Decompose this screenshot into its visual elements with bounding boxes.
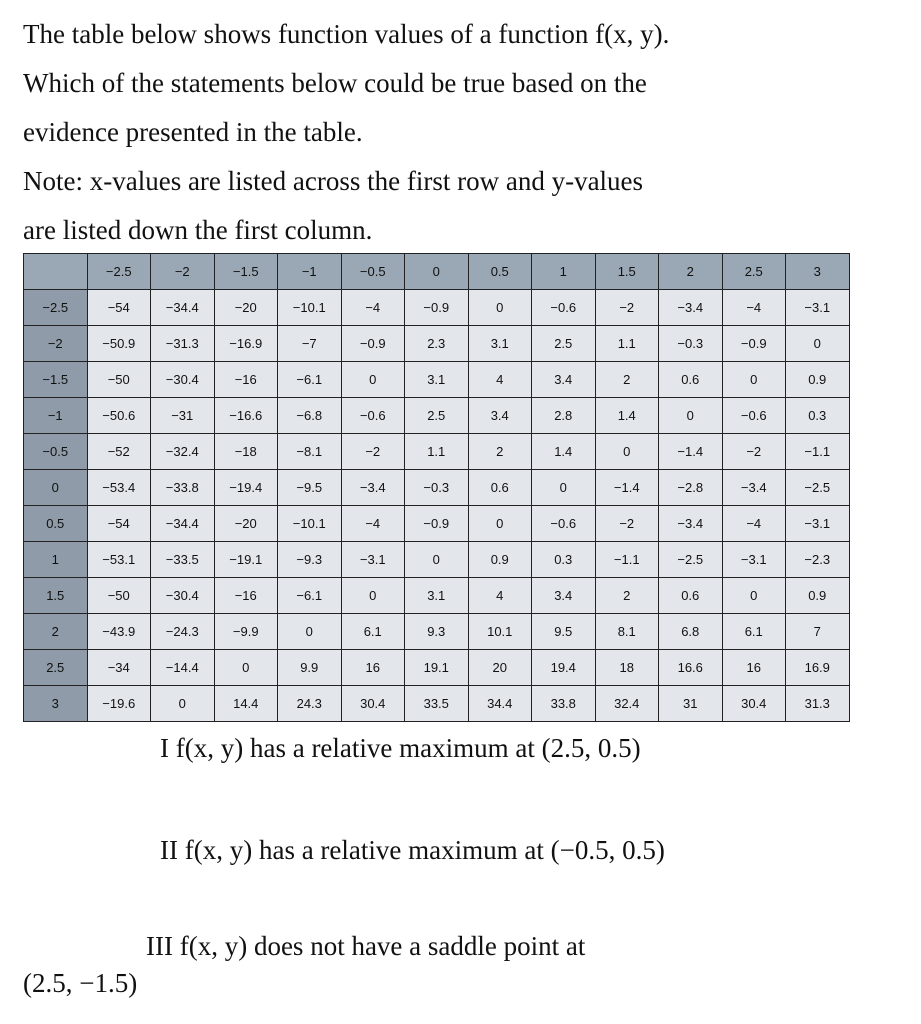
x-header-cell: 1 (532, 254, 596, 290)
value-cell: −16 (214, 362, 278, 398)
value-cell: 31 (659, 686, 723, 722)
value-cell: 2 (595, 362, 659, 398)
value-cell: −50.9 (87, 326, 151, 362)
value-cell: −0.9 (405, 290, 469, 326)
value-cell: −53.4 (87, 470, 151, 506)
value-cell: 6.1 (722, 614, 786, 650)
value-cell: 0 (532, 470, 596, 506)
value-cell: 1.1 (405, 434, 469, 470)
value-cell: 0 (214, 650, 278, 686)
table-row (24, 434, 850, 470)
value-cell: 10.1 (468, 614, 532, 650)
value-cell: −2 (595, 506, 659, 542)
value-cell: −0.3 (405, 470, 469, 506)
value-cell: −34 (87, 650, 151, 686)
value-cell: 6.1 (341, 614, 405, 650)
table-row (24, 398, 850, 434)
value-cell: 4 (468, 578, 532, 614)
value-cell: 0.6 (468, 470, 532, 506)
value-cell: 24.3 (278, 686, 342, 722)
question-text (23, 10, 669, 255)
intro-line: are listed down the first column. (23, 215, 373, 245)
value-cell: −14.4 (151, 650, 215, 686)
value-cell: 9.9 (278, 650, 342, 686)
value-cell: 34.4 (468, 686, 532, 722)
value-cell: −0.9 (722, 326, 786, 362)
statement-1: I f(x, y) has a relative maximum at (2.5, 0.5) (160, 733, 641, 763)
value-cell: 30.4 (341, 686, 405, 722)
value-cell: −4 (341, 290, 405, 326)
value-cell: 0 (341, 578, 405, 614)
y-header-cell: 1.5 (24, 578, 88, 614)
value-cell: 0 (722, 578, 786, 614)
value-cell: −2 (722, 434, 786, 470)
intro-line: evidence presented in the table. (23, 117, 363, 147)
value-cell: 3.4 (532, 578, 596, 614)
value-cell: −31.3 (151, 326, 215, 362)
value-cell: −6.8 (278, 398, 342, 434)
value-cell: −30.4 (151, 362, 215, 398)
value-cell: 3.4 (468, 398, 532, 434)
value-cell: −8.1 (278, 434, 342, 470)
value-cell: 0 (405, 542, 469, 578)
value-cell: −20 (214, 506, 278, 542)
value-cell: −0.9 (341, 326, 405, 362)
value-cell: −10.1 (278, 290, 342, 326)
value-cell: 3.1 (405, 578, 469, 614)
function-values-table (23, 253, 850, 722)
value-cell: −3.4 (659, 290, 723, 326)
x-header-cell: 2 (659, 254, 723, 290)
x-header-cell: 3 (786, 254, 850, 290)
table-row (24, 614, 850, 650)
value-cell: 0.6 (659, 362, 723, 398)
value-cell: −2 (341, 434, 405, 470)
value-cell: 0.3 (532, 542, 596, 578)
value-cell: −19.6 (87, 686, 151, 722)
table-row (24, 578, 850, 614)
value-cell: 19.4 (532, 650, 596, 686)
value-cell: 16.6 (659, 650, 723, 686)
y-header-cell: −1 (24, 398, 88, 434)
value-cell: −1.1 (786, 434, 850, 470)
intro-line: The table below shows function values of a function f(x, y). (23, 19, 670, 49)
value-cell: 2 (468, 434, 532, 470)
statement-3-point: (2.5, −1.5) (23, 968, 138, 998)
x-header-cell: −1.5 (214, 254, 278, 290)
value-cell: −34.4 (151, 506, 215, 542)
value-cell: −32.4 (151, 434, 215, 470)
x-header-cell: 0 (405, 254, 469, 290)
table-row (24, 542, 850, 578)
y-header-cell: 0.5 (24, 506, 88, 542)
value-cell: 16.9 (786, 650, 850, 686)
x-header-cell: 0.5 (468, 254, 532, 290)
value-cell: −19.1 (214, 542, 278, 578)
value-cell: −54 (87, 506, 151, 542)
value-cell: 16 (722, 650, 786, 686)
value-cell: 0 (341, 362, 405, 398)
y-header-cell: −1.5 (24, 362, 88, 398)
table-row (24, 362, 850, 398)
value-cell: 0.9 (468, 542, 532, 578)
value-cell: 0 (468, 506, 532, 542)
value-cell: −50 (87, 578, 151, 614)
value-cell: −3.1 (722, 542, 786, 578)
value-cell: 0 (151, 686, 215, 722)
value-cell: −3.1 (786, 506, 850, 542)
value-cell: −0.3 (659, 326, 723, 362)
value-cell: −9.9 (214, 614, 278, 650)
y-header-cell: −2.5 (24, 290, 88, 326)
value-cell: −2 (595, 290, 659, 326)
value-cell: 8.1 (595, 614, 659, 650)
value-cell: 0 (659, 398, 723, 434)
value-cell: −7 (278, 326, 342, 362)
value-cell: 1.1 (595, 326, 659, 362)
value-cell: −52 (87, 434, 151, 470)
value-cell: 2.5 (405, 398, 469, 434)
value-cell: −16.6 (214, 398, 278, 434)
value-cell: −50 (87, 362, 151, 398)
intro-line: Note: x-values are listed across the first row and y-values (23, 166, 644, 196)
value-cell: −0.6 (341, 398, 405, 434)
value-cell: −3.1 (786, 290, 850, 326)
value-cell: −3.1 (341, 542, 405, 578)
value-cell: 3.4 (532, 362, 596, 398)
value-cell: 0.3 (786, 398, 850, 434)
x-header-cell: −1 (278, 254, 342, 290)
value-cell: 0 (278, 614, 342, 650)
value-cell: −53.1 (87, 542, 151, 578)
value-cell: 4 (468, 362, 532, 398)
y-header-cell: −0.5 (24, 434, 88, 470)
value-cell: 0.9 (786, 578, 850, 614)
value-cell: 0.9 (786, 362, 850, 398)
value-cell: −30.4 (151, 578, 215, 614)
value-cell: 6.8 (659, 614, 723, 650)
value-cell: −16 (214, 578, 278, 614)
value-cell: 9.3 (405, 614, 469, 650)
x-header-cell: −2 (151, 254, 215, 290)
value-cell: −16.9 (214, 326, 278, 362)
statement-3: III f(x, y) does not have a saddle point at (146, 931, 586, 961)
value-cell: 2.8 (532, 398, 596, 434)
value-cell: 33.8 (532, 686, 596, 722)
x-header-cell: −0.5 (341, 254, 405, 290)
value-cell: 3.1 (468, 326, 532, 362)
table-row (24, 650, 850, 686)
table-row (24, 506, 850, 542)
value-cell: −6.1 (278, 362, 342, 398)
value-cell: −4 (722, 290, 786, 326)
value-cell: −1.4 (659, 434, 723, 470)
x-header-cell: 2.5 (722, 254, 786, 290)
y-header-cell: 3 (24, 686, 88, 722)
value-cell: −0.6 (722, 398, 786, 434)
value-cell: −9.5 (278, 470, 342, 506)
value-cell: 33.5 (405, 686, 469, 722)
value-cell: −2.5 (786, 470, 850, 506)
table-row (24, 470, 850, 506)
value-cell: 2.3 (405, 326, 469, 362)
value-cell: 32.4 (595, 686, 659, 722)
value-cell: 1.4 (532, 434, 596, 470)
y-header-cell: 2 (24, 614, 88, 650)
value-cell: −24.3 (151, 614, 215, 650)
x-header-cell: −2.5 (87, 254, 151, 290)
value-cell: 2.5 (532, 326, 596, 362)
value-cell: 19.1 (405, 650, 469, 686)
value-cell: −10.1 (278, 506, 342, 542)
y-header-cell: 1 (24, 542, 88, 578)
value-cell: −33.5 (151, 542, 215, 578)
x-header-cell: 1.5 (595, 254, 659, 290)
value-cell: −43.9 (87, 614, 151, 650)
value-cell: −2.5 (659, 542, 723, 578)
value-cell: 16 (341, 650, 405, 686)
value-cell: −2.8 (659, 470, 723, 506)
intro-line: Which of the statements below could be true based on the (23, 68, 647, 98)
value-cell: 30.4 (722, 686, 786, 722)
value-cell: 0 (786, 326, 850, 362)
value-cell: 2 (595, 578, 659, 614)
value-cell: 14.4 (214, 686, 278, 722)
value-cell: 31.3 (786, 686, 850, 722)
value-cell: −33.8 (151, 470, 215, 506)
table-row (24, 290, 850, 326)
statement-2: II f(x, y) has a relative maximum at (−0.5, 0.5) (160, 835, 665, 865)
value-cell: −4 (722, 506, 786, 542)
value-cell: −50.6 (87, 398, 151, 434)
value-cell: 0.6 (659, 578, 723, 614)
value-cell: −9.3 (278, 542, 342, 578)
value-cell: −0.6 (532, 506, 596, 542)
value-cell: 20 (468, 650, 532, 686)
value-cell: −2.3 (786, 542, 850, 578)
value-cell: 3.1 (405, 362, 469, 398)
value-cell: −34.4 (151, 290, 215, 326)
value-cell: −31 (151, 398, 215, 434)
value-cell: −4 (341, 506, 405, 542)
value-cell: −3.4 (341, 470, 405, 506)
header-row (24, 254, 850, 290)
corner-cell (24, 254, 88, 290)
value-cell: −19.4 (214, 470, 278, 506)
value-cell: 1.4 (595, 398, 659, 434)
value-cell: −54 (87, 290, 151, 326)
value-cell: −18 (214, 434, 278, 470)
value-cell: −1.1 (595, 542, 659, 578)
table-row (24, 686, 850, 722)
value-cell: 0 (722, 362, 786, 398)
value-cell: 18 (595, 650, 659, 686)
value-cell: −3.4 (659, 506, 723, 542)
value-cell: −1.4 (595, 470, 659, 506)
y-header-cell: 2.5 (24, 650, 88, 686)
table-row (24, 326, 850, 362)
value-cell: −3.4 (722, 470, 786, 506)
y-header-cell: 0 (24, 470, 88, 506)
value-cell: 0 (468, 290, 532, 326)
value-cell: −20 (214, 290, 278, 326)
value-cell: 7 (786, 614, 850, 650)
y-header-cell: −2 (24, 326, 88, 362)
value-cell: −6.1 (278, 578, 342, 614)
value-cell: −0.6 (532, 290, 596, 326)
value-cell: 0 (595, 434, 659, 470)
value-cell: −0.9 (405, 506, 469, 542)
value-cell: 9.5 (532, 614, 596, 650)
